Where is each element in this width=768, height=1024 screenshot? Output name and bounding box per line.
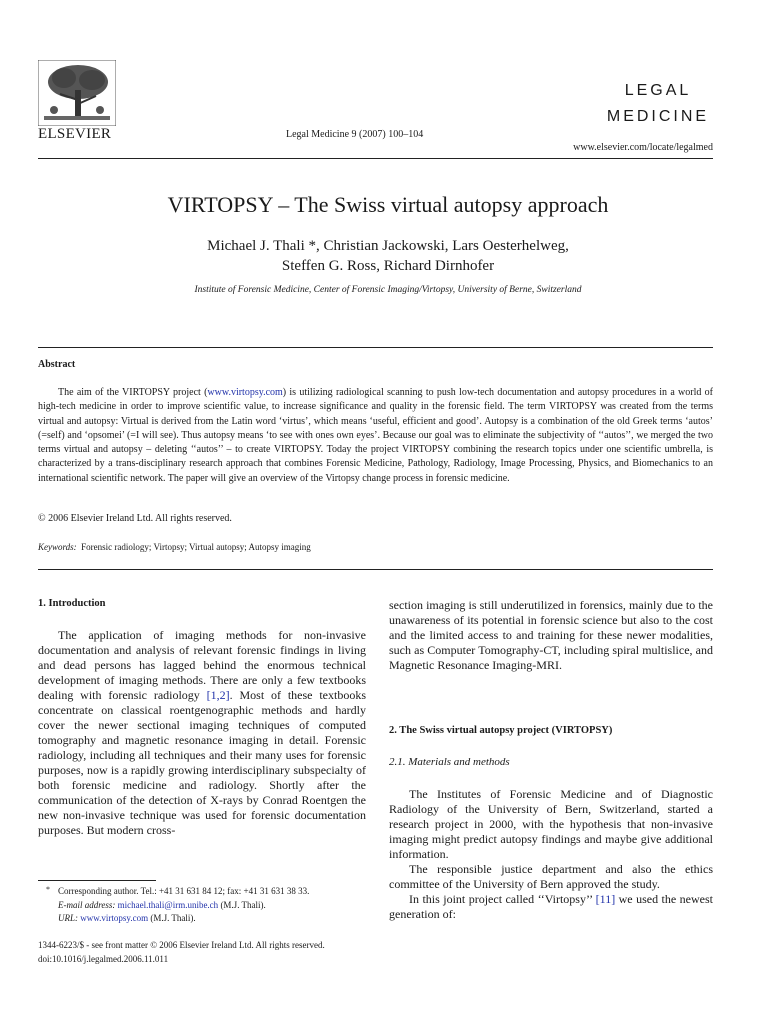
keywords-list: Forensic radiology; Virtopsy; Virtual autopsy; Autopsy imaging — [81, 542, 311, 552]
page-footer — [38, 938, 325, 966]
footnote-contact: Corresponding author. Tel.: +41 31 631 84 12; fax: +41 31 631 38 33. — [58, 886, 310, 896]
footnote-divider — [38, 880, 156, 881]
abstract-bottom-divider — [38, 569, 713, 570]
abstract-text-b: ) is utilizing radiological scanning to push low-tech documentation and autopsy procedures in a world of high-tech medicine in order to improve scientific value, to increase significance and quality in the forensic field. The term VIRTOPSY was created from the terms virtual and autopsy: Virtual is derived from the Latin word ‘virtus’, which means ‘useful, efficient and good’. Autopsy is a combination of the old Greek terms ‘autos’ (=self) and ‘opsomei’ (=I will see). Thus autopsy means ‘to see with ones own eyes’. Because our goal was to eliminate the subjectivity of ‘‘autos’’, we merged the two terms virtual and autopsy – deleting ‘‘autos’’ – to create VIRTOPSY. Today the project VIRTOPSY combining the research topics under one scientific umbrella, is characterized by a trans-disciplinary research approach that combines Forensic Medicine, Pathology, Radiology, Image Processing, Physics, and Biomechanics to an international scientific network. The paper will give an overview of the Virtopsy change process in forensic medicine. — [38, 387, 713, 484]
abstract-heading: Abstract — [38, 359, 76, 370]
email-label: E-mail address: — [58, 899, 116, 910]
email-suffix: (M.J. Thali). — [218, 899, 266, 910]
section1-text-b: . Most of these textbooks concentrate on classical roentgenographic methods and hardly cover the newer sectional imaging techniques of computed tomography and magnetic resonance imaging in detail. Forensic radiology, including all techniques and their many uses for forensic purposes, now is a rapidly growing interdisciplinary subspecialty of both forensic medicine and radiology. Shortly after the communication of the detection of X-rays by Conrad Roentgen the new non-invasive technique was used for forensic documentation purposes. But modern cross- — [38, 688, 366, 837]
abstract-top-divider — [38, 347, 713, 348]
section2-text-b: we used the newest generation of: — [389, 892, 713, 921]
section2-body — [389, 787, 713, 922]
publisher-name: ELSEVIER — [38, 126, 112, 142]
section1-text-a: The application of imaging methods for non-invasive documentation and analysis of relevant forensic findings in living and dead persons has lagged behind the enormous technical development of imaging methods. There are only a few textbooks dealing with forensic radiology — [38, 628, 366, 702]
article-authors — [38, 236, 738, 276]
url-suffix: (M.J. Thali). — [148, 913, 196, 923]
abstract-text — [38, 386, 713, 486]
virtopsy-link[interactable]: www.virtopsy.com — [207, 387, 283, 398]
section1-continuation: section imaging is still underutilized in forensics, mainly due to the unawareness of its potential in forensic science but also to the cost and the limited access to and training for these newer modalities, such as Computer Tomography-CT, including spiral multislice, and Magnetic Resonance Imaging-MRI. — [389, 598, 713, 672]
footer-doi[interactable]: doi:10.1016/j.legalmed.2006.11.011 — [38, 954, 169, 964]
article-title: VIRTOPSY – The Swiss virtual autopsy approach — [167, 192, 609, 217]
abstract-text-a: The aim of the VIRTOPSY project ( — [58, 387, 208, 398]
section2-heading: 2. The Swiss virtual autopsy project (VIRTOPSY) — [389, 725, 613, 736]
section1-heading: 1. Introduction — [38, 598, 106, 609]
section2-text-a: In this joint project called ‘‘Virtopsy’’ — [409, 892, 596, 906]
section2-paragraph-1: The Institutes of Forensic Medicine and of Diagnostic Radiology of the University of Bern, Switzerland, started a research project in 2000, with the hypothesis that non-invasive imaging might predict autopsy findings and maybe give additional information. — [389, 787, 713, 861]
keywords-label: Keywords: — [38, 542, 77, 552]
header-divider — [38, 158, 713, 159]
elsevier-tree-logo — [38, 60, 116, 126]
url-link[interactable]: www.virtopsy.com — [80, 913, 149, 923]
journal-reference: Legal Medicine 9 (2007) 100–104 — [286, 129, 424, 140]
url-label: URL: — [58, 913, 78, 923]
author-affiliation: Institute of Forensic Medicine, Center of Forensic Imaging/Virtopsy, University of Berne, Switzerland — [194, 285, 582, 295]
keywords — [38, 542, 311, 552]
section1-body — [38, 628, 366, 838]
footnote-marker: * — [46, 885, 50, 894]
journal-url[interactable]: www.elsevier.com/locate/legalmed — [573, 142, 713, 153]
authors-line1: Michael J. Thali *, Christian Jackowski, Lars Oesterhelweg, — [207, 238, 569, 254]
footnote — [38, 885, 378, 926]
abstract-copyright: © 2006 Elsevier Ireland Ltd. All rights reserved. — [38, 513, 232, 524]
citation-11[interactable]: [11] — [595, 892, 616, 906]
authors-line2: Steffen G. Ross, Richard Dirnhofer — [281, 258, 495, 274]
journal-name-line1: LEGAL — [624, 82, 692, 99]
footer-issn: 1344-6223/$ - see front matter © 2006 Elsevier Ireland Ltd. All rights reserved. — [38, 940, 325, 950]
email-link[interactable]: michael.thali@irm.unibe.ch — [117, 899, 219, 910]
section2-1-heading: 2.1. Materials and methods — [389, 756, 510, 768]
journal-name-line2: MEDICINE — [606, 108, 710, 125]
journal-name — [596, 78, 720, 130]
section2-paragraph-2: The responsible justice department and also the ethics committee of the University of Bern approved the study. — [389, 862, 713, 891]
citation-1-2[interactable]: [1,2] — [206, 688, 230, 702]
